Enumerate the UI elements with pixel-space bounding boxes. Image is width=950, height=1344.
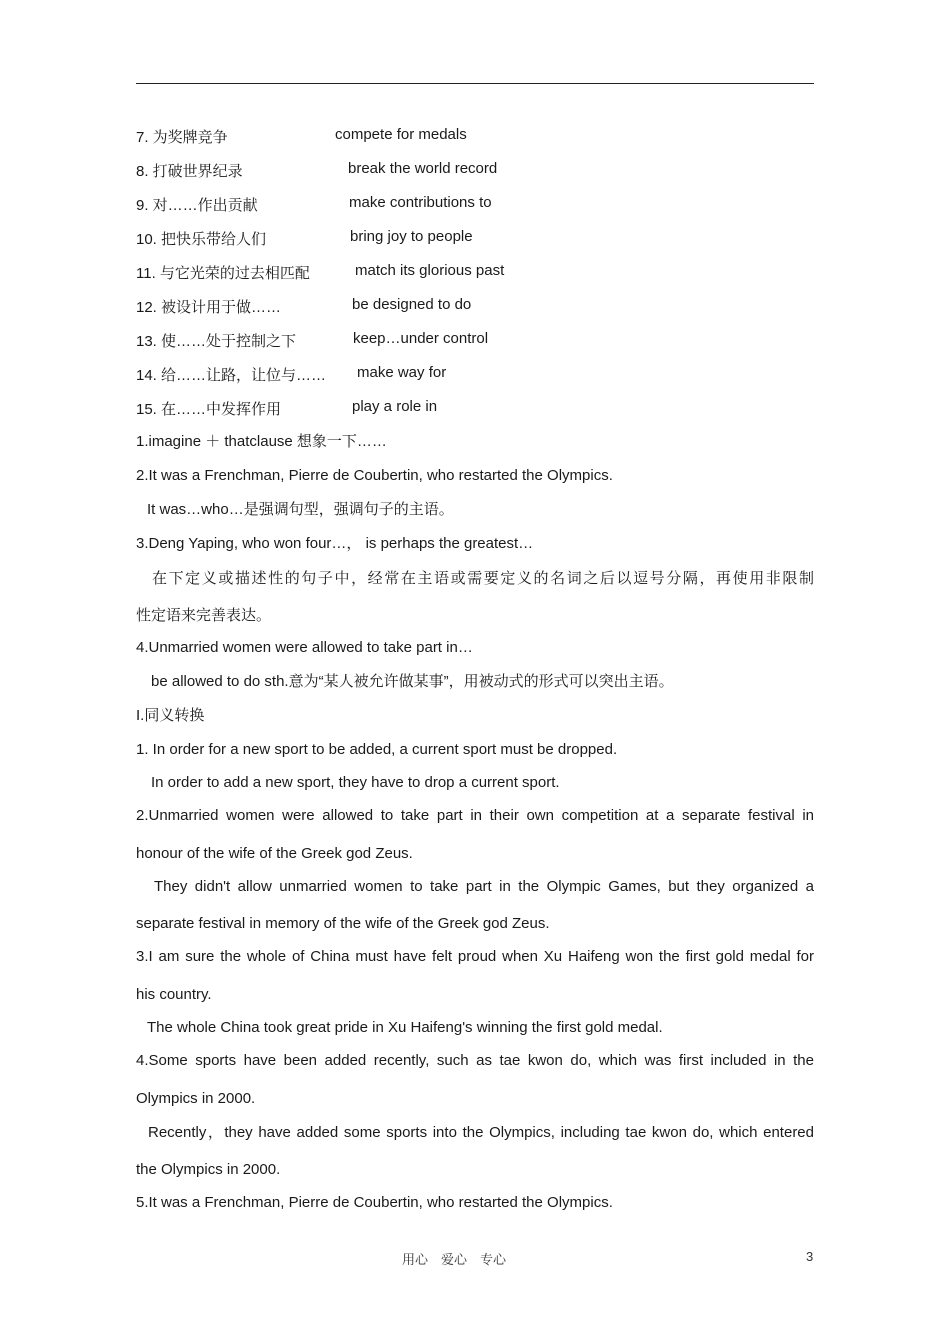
exercise-4-line2: Olympics in 2000. <box>136 1090 256 1107</box>
phrase-cn: 14. 给……让路，让位与…… <box>136 367 327 384</box>
exercise-1-answer: In order to add a new sport, they have to drop a current sport. <box>151 774 560 791</box>
phrase-cn: 12. 被设计用于做…… <box>136 299 282 316</box>
exercise-3-line1: 3.I am sure the whole of China must have felt proud when Xu Haifeng won the first gold medal for <box>136 948 814 965</box>
sentence-2-note: It was…who…是强调句型，强调句子的主语。 <box>147 501 454 518</box>
exercise-1: 1. In order for a new sport to be added, a current sport must be dropped. <box>136 741 618 758</box>
phrase-cn: 10. 把快乐带给人们 <box>136 231 267 248</box>
exercise-2-answer-line2: separate festival in memory of the wife of the Greek god Zeus. <box>136 915 550 932</box>
phrase-en: play a role in <box>352 398 438 415</box>
exercise-2-answer-line1: They didn't allow unmarried women to take part in the Olympic Games, but they organized a <box>154 878 814 895</box>
phrase-en: match its glorious past <box>355 262 505 279</box>
phrase-en: make contributions to <box>349 194 492 211</box>
phrase-en: be designed to do <box>352 296 472 313</box>
phrase-cn: 8. 打破世界纪录 <box>136 163 243 180</box>
exercise-3-answer: The whole China took great pride in Xu Haifeng's winning the first gold medal. <box>147 1019 663 1036</box>
sentence-4: 4.Unmarried women were allowed to take part in… <box>136 639 473 656</box>
page-number: 3 <box>806 1249 814 1264</box>
exercise-5: 5.It was a Frenchman, Pierre de Coubertin, who restarted the Olympics. <box>136 1194 613 1211</box>
sentence-1: 1.imagine ＋ thatclause 想象一下…… <box>136 433 387 450</box>
phrase-cn: 9. 对……作出贡献 <box>136 197 258 214</box>
exercise-2-line2: honour of the wife of the Greek god Zeus. <box>136 845 413 862</box>
exercise-4-line1: 4.Some sports have been added recently, such as tae kwon do, which was first included in the <box>136 1052 814 1069</box>
phrase-en: compete for medals <box>335 126 467 143</box>
sentence-4-note: be allowed to do sth.意为“某人被允许做某事”，用被动式的形式可以突出主语。 <box>151 673 674 690</box>
sentence-3-note-line2: 性定语来完善表达。 <box>136 607 272 624</box>
sentence-3-note-line1: 在下定义或描述性的句子中，经常在主语或需要定义的名词之后以逗号分隔，再使用非限制 <box>152 570 814 587</box>
phrase-en: bring joy to people <box>350 228 473 245</box>
sentence-3: 3.Deng Yaping, who won four…， is perhaps the greatest… <box>136 535 534 552</box>
exercise-4-answer-line2: the Olympics in 2000. <box>136 1161 281 1178</box>
section-heading: I.同义转换 <box>136 707 205 724</box>
phrase-cn: 11. 与它光荣的过去相匹配 <box>136 265 310 282</box>
exercise-2-line1: 2.Unmarried women were allowed to take part in their own competition at a separate festival in <box>136 807 814 824</box>
sentence-2: 2.It was a Frenchman, Pierre de Coubertin, who restarted the Olympics. <box>136 467 613 484</box>
exercise-3-line2: his country. <box>136 986 212 1003</box>
phrase-en: break the world record <box>348 160 498 177</box>
phrase-cn: 7. 为奖牌竞争 <box>136 129 228 146</box>
phrase-en: keep…under control <box>353 330 489 347</box>
footer-motto: 用心 爱心 专心 <box>402 1252 507 1267</box>
phrase-en: make way for <box>357 364 447 381</box>
phrase-cn: 15. 在……中发挥作用 <box>136 401 282 418</box>
exercise-4-answer-line1: Recently，they have added some sports into the Olympics, including tae kwon do, which entered <box>148 1124 814 1141</box>
phrase-cn: 13. 使……处于控制之下 <box>136 333 297 350</box>
header-rule <box>136 83 814 84</box>
